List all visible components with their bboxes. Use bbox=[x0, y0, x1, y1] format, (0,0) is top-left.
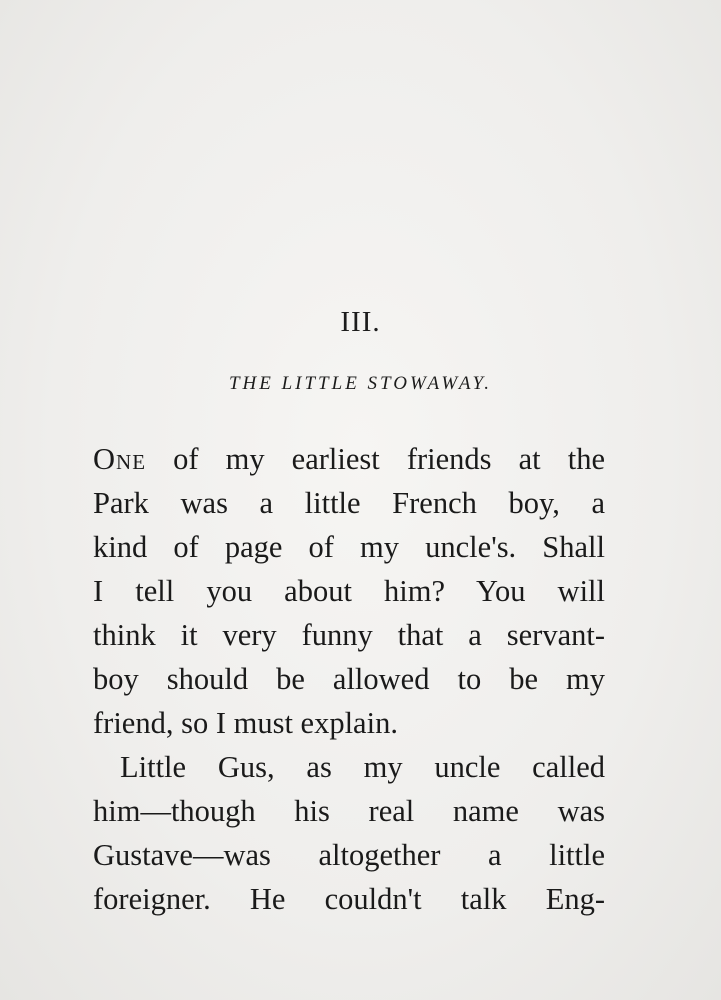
paragraph-2-line-3: Gustave—was altogether a little bbox=[93, 838, 605, 872]
paragraph-2-line-2: him—though his real name was bbox=[93, 794, 605, 828]
paragraph-1-line-6: boy should be allowed to be my bbox=[93, 662, 605, 696]
paragraph-2-line-1: Little Gus, as my uncle called bbox=[120, 750, 605, 784]
paragraph-1-line-5: think it very funny that a servant- bbox=[93, 618, 605, 652]
chapter-title: THE LITTLE STOWAWAY. bbox=[228, 373, 493, 394]
paragraph-1-line-4: I tell you about him? You will bbox=[93, 574, 605, 608]
paragraph-1-line-1-text: of my earliest friends at the bbox=[146, 442, 605, 476]
paragraph-1-line-2: Park was a little French boy, a bbox=[93, 486, 605, 520]
chapter-number: III. bbox=[340, 306, 381, 338]
drop-word: One bbox=[93, 442, 147, 476]
paragraph-1-line-7: friend, so I must explain. bbox=[93, 706, 398, 740]
paragraph-1-line-1 bbox=[93, 437, 605, 481]
paragraph-2-line-4: foreigner. He couldn't talk Eng- bbox=[93, 882, 605, 916]
body-text bbox=[93, 437, 605, 921]
paragraph-1-line-3: kind of page of my uncle's. Shall bbox=[93, 530, 605, 564]
